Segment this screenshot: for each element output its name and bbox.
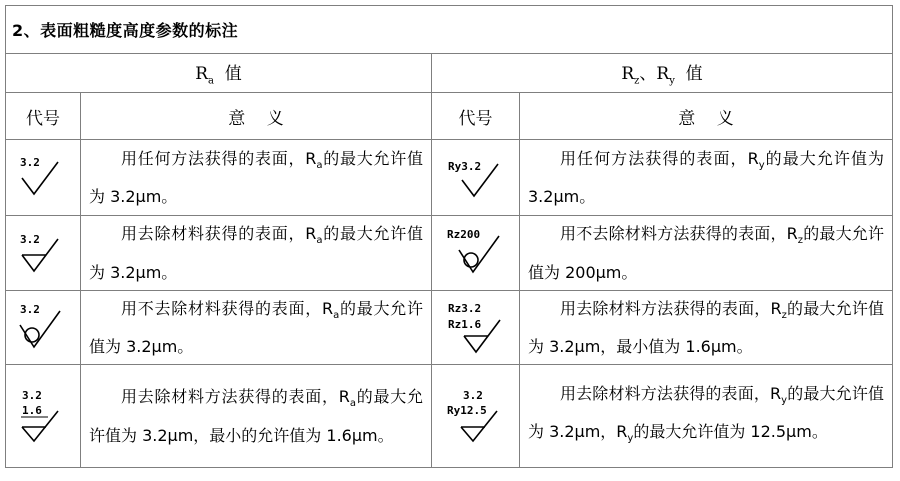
roughness-any-process-icon — [448, 152, 504, 204]
roughness-no-removal-icon — [447, 226, 505, 280]
table-title: 2、表面粗糙度高度参数的标注 — [6, 6, 893, 54]
code-header-left: 代号 — [6, 93, 81, 140]
symbol-cell — [6, 291, 81, 365]
roughness-no-removal-icon — [18, 301, 68, 355]
description-cell: 用去除材料方法获得的表面，$R_a$的最大允许值为 3.2μm，最小的允许值为 1.6μm。 — [81, 365, 432, 468]
svg-text:Rz3.2: Rz3.2 — [447, 301, 481, 315]
symbol-cell — [6, 365, 81, 468]
description-cell: 用不去除材料方法获得的表面，$R_z$的最大允许值为 200μm。 — [520, 216, 893, 291]
section-ra-header: $R_a$ 值 — [6, 54, 432, 93]
description-cell: 用去除材料获得的表面，$R_a$的最大允许值为 3.2μm。 — [81, 216, 432, 291]
roughness-any-process-icon — [18, 152, 68, 204]
symbol-cell — [432, 140, 520, 216]
svg-text:1.6: 1.6 — [22, 404, 42, 417]
code-header-right: 代号 — [432, 93, 520, 140]
roughness-table — [5, 5, 893, 468]
table-row — [6, 140, 893, 216]
roughness-material-removal-icon — [18, 387, 68, 445]
symbol-cell — [6, 216, 81, 291]
symbol-cell — [432, 216, 520, 291]
description-cell: 用任何方法获得的表面，$R_a$的最大允许值为 3.2μm。 — [81, 140, 432, 216]
meaning-header-left: 意 义 — [81, 93, 432, 140]
svg-text:Ry12.5: Ry12.5 — [446, 404, 487, 417]
svg-text:3.2: 3.2 — [22, 389, 42, 402]
table-row — [6, 216, 893, 291]
table-row — [6, 365, 893, 468]
symbol-cell — [6, 140, 81, 216]
meaning-header-right: 意 义 — [520, 93, 893, 140]
svg-text:3.2: 3.2 — [20, 233, 40, 246]
description-cell: 用去除材料方法获得的表面，$R_y$的最大允许值为 3.2μm，$R_y$的最大允许值为 12.5μm。 — [520, 365, 893, 468]
roughness-material-removal-icon — [447, 387, 505, 445]
svg-text:3.2: 3.2 — [20, 155, 40, 169]
table-row — [6, 291, 893, 365]
symbol-cell — [432, 365, 520, 468]
svg-text:Rz1.6: Rz1.6 — [447, 317, 481, 331]
svg-text:3.2: 3.2 — [462, 389, 483, 402]
roughness-material-removal-icon — [18, 227, 68, 279]
symbol-cell — [432, 291, 520, 365]
description-cell: 用任何方法获得的表面，$R_y$的最大允许值为 3.2μm。 — [520, 140, 893, 216]
svg-text:Ry3.2: Ry3.2 — [447, 159, 481, 173]
description-cell: 用去除材料方法获得的表面，$R_z$的最大允许值为 3.2μm，最小值为 1.6μm。 — [520, 291, 893, 365]
section-rz-ry-header: $R_z$、$R_y$ 值 — [432, 54, 893, 93]
svg-text:3.2: 3.2 — [20, 302, 40, 316]
roughness-material-removal-icon — [448, 300, 504, 356]
description-cell: 用不去除材料获得的表面，$R_a$的最大允许值为 3.2μm。 — [81, 291, 432, 365]
svg-text:Rz200: Rz200 — [446, 228, 480, 241]
